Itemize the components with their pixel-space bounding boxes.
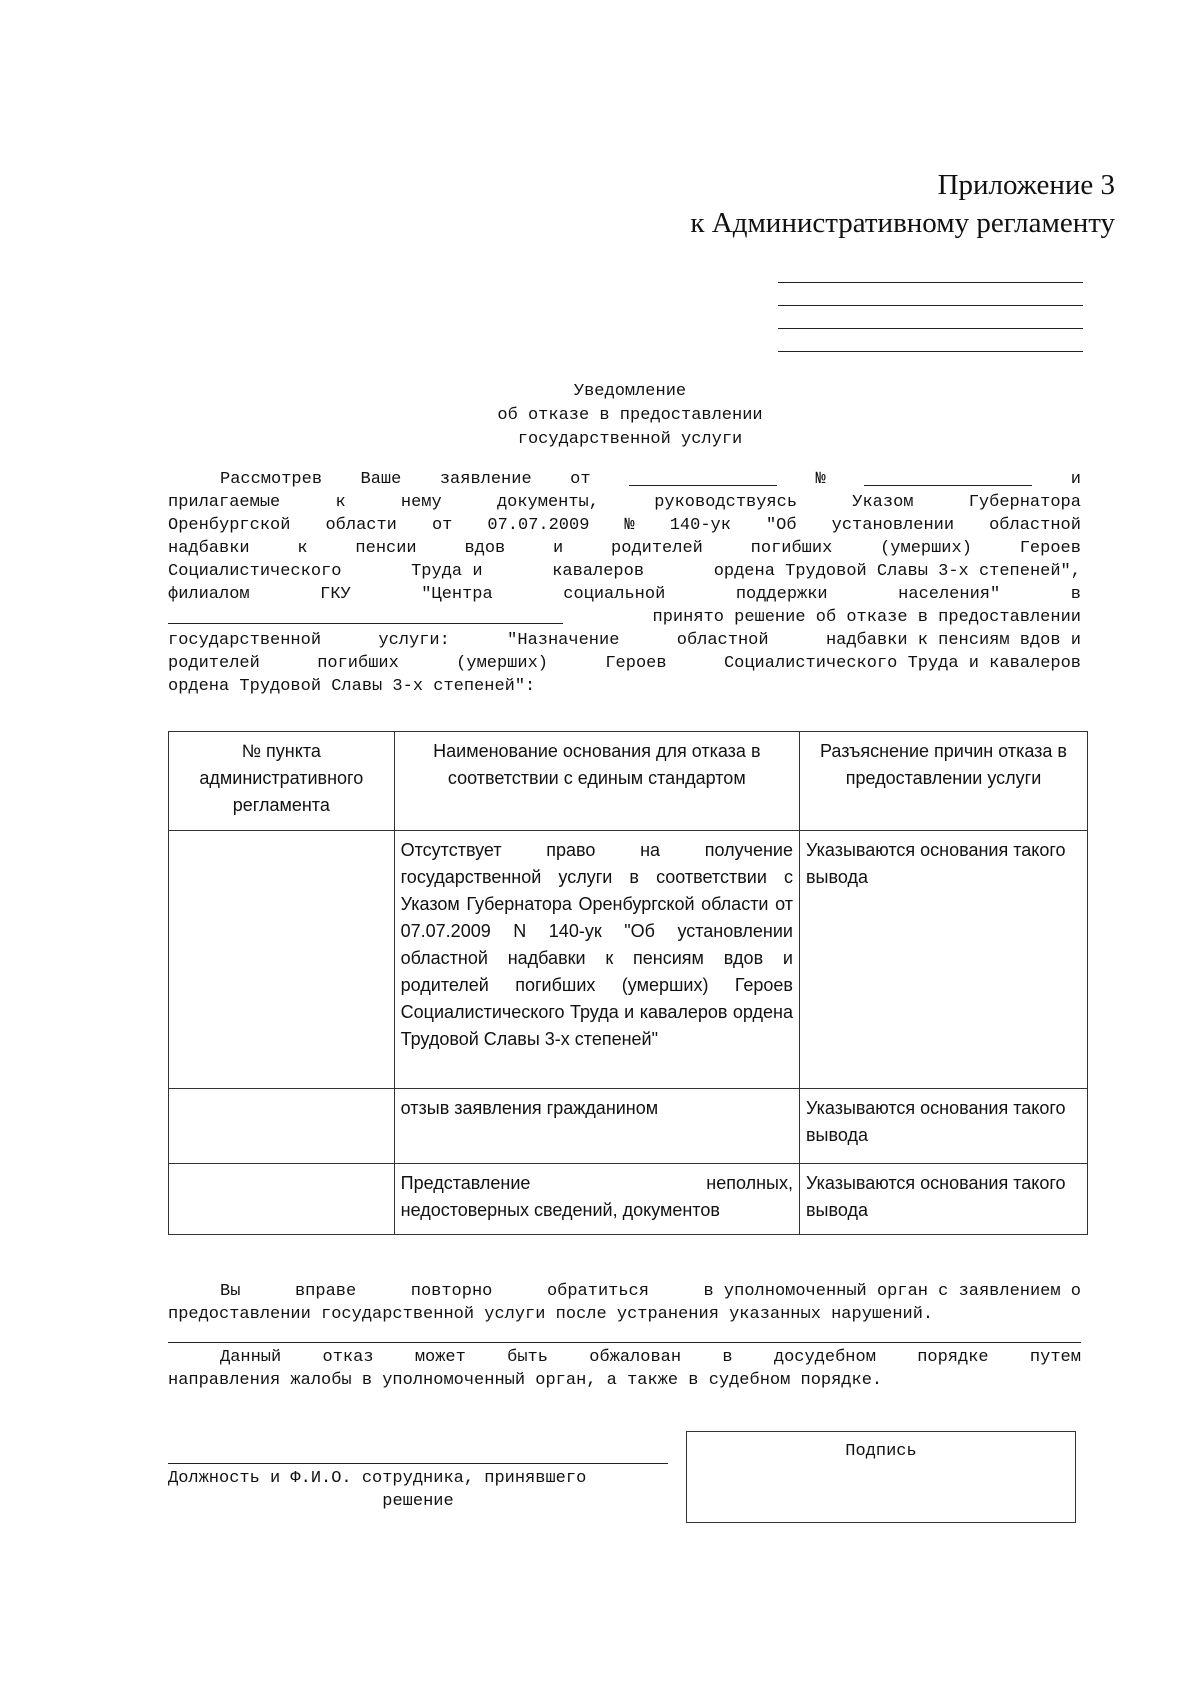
refusal-ground-cell: отзыв заявления гражданином <box>394 1089 799 1164</box>
table-row <box>169 1089 1088 1164</box>
title-line-2: об отказе в предоставлении <box>497 406 763 425</box>
body-line-4: надбавки к пенсии вдов и родителей погибших (умерших) Героев <box>168 539 1081 558</box>
body-line-1: Рассмотрев Ваше заявление от № и <box>220 470 1081 489</box>
application-date-blank <box>629 468 777 486</box>
signature-box <box>686 1431 1076 1523</box>
explanation-cell: Указываются основания такого вывода <box>799 1164 1087 1235</box>
body-line-7: принято решение об отказе в предоставлении <box>168 606 1081 629</box>
appendix-line-1: Приложение 3 <box>937 169 1115 201</box>
body-line-3: Оренбургской области от 07.07.2009 № 140-ук "Об установлении областной <box>168 516 1081 535</box>
title-line-1: Уведомление <box>573 382 687 401</box>
header-refusal-ground: Наименование основания для отказа в соответствии с единым стандартом <box>394 732 799 831</box>
clause-number-cell <box>169 1164 395 1235</box>
addressee-line-4 <box>778 351 1083 352</box>
separator-line <box>168 1342 1081 1343</box>
header-clause-number: № пункта административного регламента <box>169 732 395 831</box>
header-refusal-explanation: Разъяснение причин отказа в предоставлении услуги <box>799 732 1087 831</box>
clause-number-cell <box>169 831 395 1089</box>
appeal-paragraph: Данный отказ может быть обжалован в досудебном порядке путем направления жалобы в уполномоченный орган, а также в судебном порядке. <box>168 1348 1081 1390</box>
table-row <box>169 1164 1088 1235</box>
district-blank <box>168 606 563 624</box>
body-line-5: Социалистического Труда и кавалеров ордена Трудовой Славы 3-х степеней", <box>168 562 1081 581</box>
clause-number-cell <box>169 1089 395 1164</box>
notice-title <box>0 380 1200 452</box>
appendix-header <box>690 166 1115 242</box>
position-signature-line <box>168 1463 668 1464</box>
body-line-8: государственной услуги: "Назначение областной надбавки к пенсиям вдов и <box>168 631 1081 650</box>
body-line-2: прилагаемые к нему документы, руководствуясь Указом Губернатора <box>168 493 1081 512</box>
refusal-ground-cell: Отсутствует право на получение государственной услуги в соответствии с Указом Губернатора Оренбургской области от 07.07.2009 N 140-ук "Об установлении областной надбавки к пенсиям вдов и родителей погибших (умерших) Героев Социалистического Труда и кавалеров ордена Трудовой Славы 3-х степеней" <box>394 831 799 1089</box>
title-line-3: государственной услуги <box>517 430 743 449</box>
body-line-9: родителей погибших (умерших) Героев Социалистического Труда и кавалеров <box>168 654 1081 673</box>
body-line-10: ордена Трудовой Славы 3-х степеней": <box>168 677 536 696</box>
appendix-line-2: к Административному регламенту <box>690 207 1115 239</box>
table-header-row <box>169 732 1088 831</box>
position-label: Должность и Ф.И.О. сотрудника, принявшего решение <box>168 1469 587 1511</box>
addressee-line-1 <box>778 282 1083 283</box>
signature-label: Подпись <box>845 1442 917 1461</box>
explanation-cell: Указываются основания такого вывода <box>799 831 1087 1089</box>
refusal-ground-cell: Представление неполных, недостоверных сведений, документов <box>394 1164 799 1235</box>
refusal-grounds-table <box>168 731 1088 1235</box>
addressee-line-2 <box>778 305 1083 306</box>
body-line-6: филиалом ГКУ "Центра социальной поддержки населения" в <box>168 585 1081 604</box>
addressee-line-3 <box>778 328 1083 329</box>
application-number-blank <box>864 468 1032 486</box>
explanation-cell: Указываются основания такого вывода <box>799 1089 1087 1164</box>
reapply-paragraph: Вы вправе повторно обратиться в уполномоченный орган с заявлением о предоставлении государственной услуги после устранения указанных нарушений. <box>168 1282 1081 1324</box>
decision-paragraph <box>168 468 1081 698</box>
table-row <box>169 831 1088 1089</box>
